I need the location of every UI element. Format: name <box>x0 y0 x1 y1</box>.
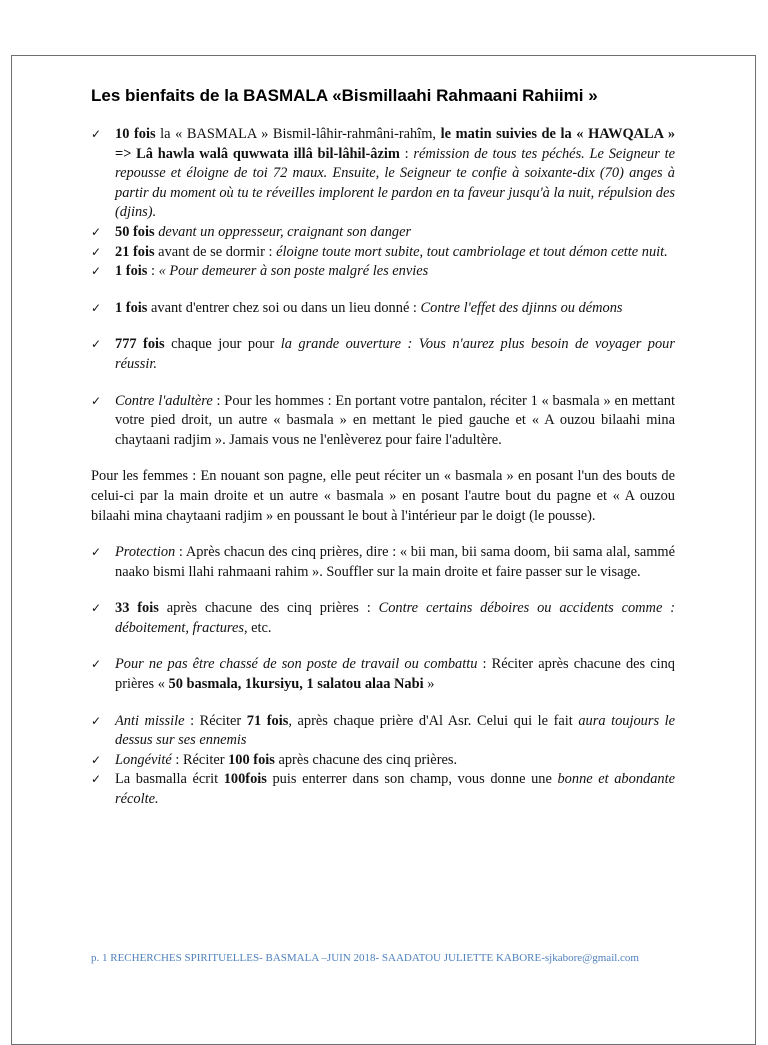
checkmark-icon: ✓ <box>91 224 102 239</box>
spacer <box>91 375 675 392</box>
spacer <box>91 450 675 467</box>
checkmark-icon: ✓ <box>91 127 102 141</box>
paragraph-femmes: Pour les femmes : En nouant son pagne, elle peut réciter un « basmala » en posant l'un des bouts de celui-ci par la main droite et un autre « basmala » en posant l'autre bout du pagne et « A ouzou bilaahi mina chaytaani radjim » en poussant le bout à l'intérieur par le doigt (le pousse). <box>91 468 675 524</box>
checkmark-icon: ✓ <box>91 545 102 560</box>
checkmark-icon: ✓ <box>91 393 102 408</box>
checkmark-icon: ✓ <box>91 300 102 315</box>
checkmark-icon: ✓ <box>91 337 102 352</box>
list-item-recolte: ✓ La basmalla écrit 100fois puis enterrer dans son champ, vous donne une bonne et abondante récolte. <box>91 771 675 808</box>
spacer <box>91 638 675 655</box>
list-item-1-fois-poste: ✓ 1 fois : « Pour demeurer à son poste malgré les envies <box>91 262 675 282</box>
spacer <box>91 526 675 543</box>
list-item-50-fois: ✓ 50 fois devant un oppresseur, craignant son danger <box>91 223 675 243</box>
list-item-poste-travail: ✓ Pour ne pas être chassé de son poste de travail ou combattu : Réciter après chacune des cinq prières « 50 basmala, 1kursiyu, 1 salatou alaa Nabi » <box>91 656 675 693</box>
spacer <box>91 282 675 299</box>
list-item-adultere: ✓ Contre l'adultère : Pour les hommes : En portant votre pantalon, réciter 1 « basmala » en mettant votre pied droit, un autre « basmala » en mettant le pied gauche et « A ouzou bilaahi mina chaytaani radjim ». Jamais vous ne l'enlèverez pour faire l'adultère. <box>91 392 675 448</box>
page-footer: p. 1 RECHERCHES SPIRITUELLES- BASMALA –JUIN 2018- SAADATOU JULIETTE KABORE-sjkabore@gmail.com <box>91 952 639 964</box>
list-item-anti-missile: ✓ Anti missile : Réciter 71 fois, après chaque prière d'Al Asr. Celui qui le fait aura toujours le dessus sur ses ennemis <box>91 712 676 749</box>
document-title: Les bienfaits de la BASMALA «Bismillaahi Rahmaani Rahiimi » <box>91 86 598 105</box>
checkmark-icon: ✓ <box>91 264 102 279</box>
list-item-33-fois: ✓ 33 fois après chacune des cinq prières : Contre certains déboires ou accidents comme : déboitement, fractures, etc. <box>91 600 676 636</box>
spacer <box>91 318 675 335</box>
spacer <box>91 695 675 712</box>
document-body <box>91 125 675 810</box>
spacer <box>91 582 675 599</box>
checkmark-icon: ✓ <box>91 772 102 787</box>
checkmark-icon: ✓ <box>91 244 102 259</box>
checkmark-icon: ✓ <box>91 601 102 616</box>
checkmark-icon: ✓ <box>91 752 102 767</box>
list-item-protection: ✓ Protection : Après chacun des cinq prières, dire : « bii man, bii sama doom, bii sama alal, sammé naako bismi llahi rahmaani rahim ». Souffler sur la main droite et faire passer sur le visage. <box>91 544 675 580</box>
checkmark-icon: ✓ <box>91 657 102 672</box>
list-item-1-fois-entrer: ✓ 1 fois avant d'entrer chez soi ou dans un lieu donné : Contre l'effet des djinns ou démons <box>91 299 675 319</box>
list-item-777-fois: ✓ 777 fois chaque jour pour la grande ouverture : Vous n'aurez plus besoin de voyager pour réussir. <box>91 336 675 372</box>
list-item-21-fois: ✓ 21 fois avant de se dormir : éloigne toute mort subite, tout cambriolage et tout démon cette nuit. <box>91 243 675 263</box>
list-item-longevite: ✓ Longévité : Réciter 100 fois après chacune des cinq prières. <box>91 751 675 771</box>
checkmark-icon: ✓ <box>91 713 102 728</box>
list-item-10-fois: ✓ 10 fois la « BASMALA » Bismil-lâhir-rahmâni-rahîm, le matin suivies de la « HAWQALA » => Lâ hawla walâ quwwata illâ bil-lâhil-âzim : rémission de tous tes péchés. Le Seigneur te repousse et éloigne de toi 72 maux. Ensuite, le Seigneur te confie à soixante-dix (70) anges à partir du moment où tu te réveilles implorent le pardon en ta faveur jusqu'à la nuit, répulsion des (djins). <box>91 126 676 221</box>
